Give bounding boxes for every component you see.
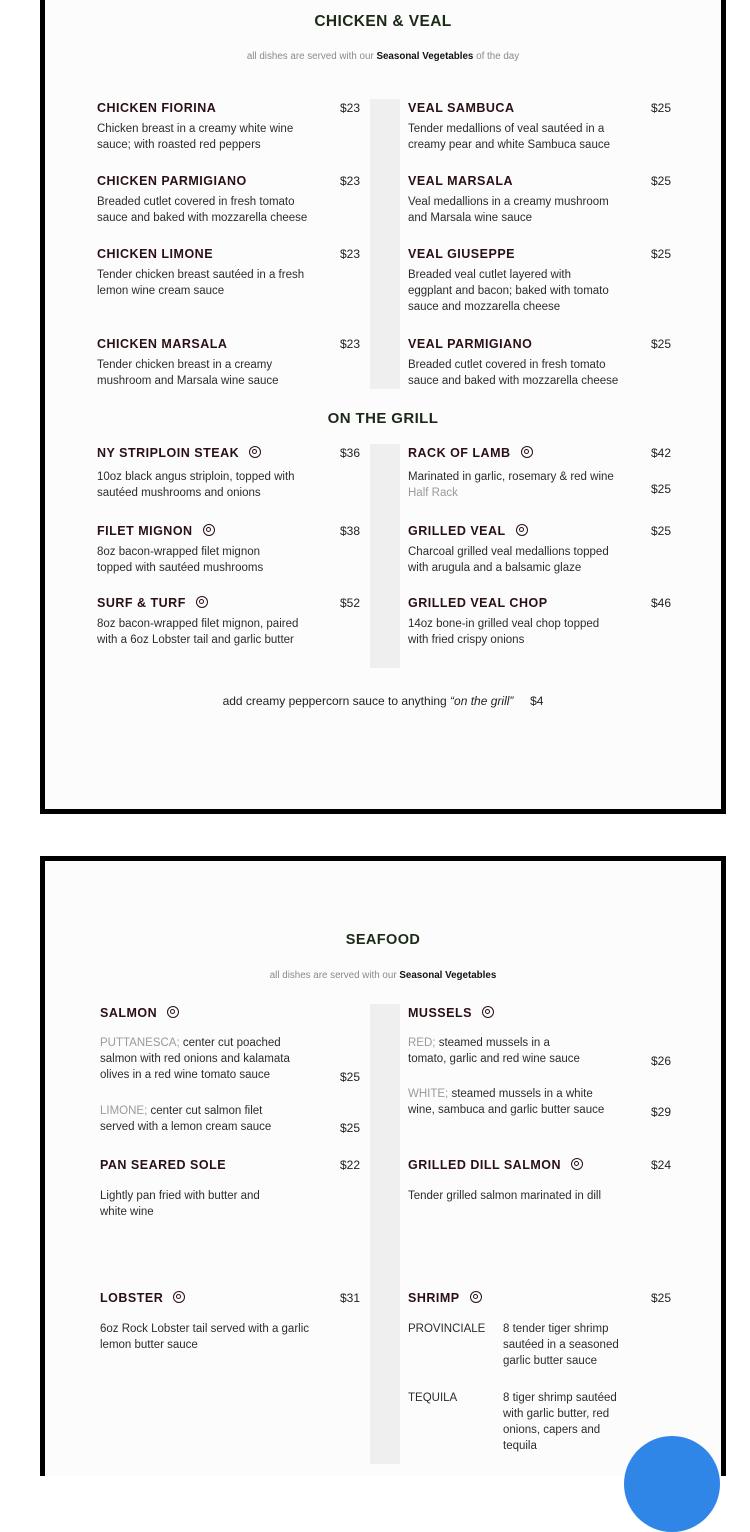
dish-price: $26: [651, 1054, 672, 1068]
dish-price: $25: [651, 337, 672, 351]
dish-description: Breaded veal cutlet layered with eggplant and bacon; baked with tomato sauce and mozzarella cheese: [408, 269, 609, 313]
dish-description: Marinated in garlic, rosemary & red wine Half Rack: [408, 471, 614, 499]
dish-description: Tender chicken breast sautéed in a fresh lemon wine cream sauce: [97, 269, 305, 297]
gluten-free-icon: [173, 1291, 185, 1303]
mussels-option-red: RED; steamed mussels in a tomato, garlic and red wine sauce: [408, 1037, 580, 1065]
section-title-seafood: SEAFOOD: [345, 932, 421, 948]
dish-name: CHICKEN FIORINA: [97, 101, 217, 115]
dish-name: CHICKEN MARSALA: [97, 337, 228, 351]
section-title-chicken-veal: CHICKEN & VEAL: [314, 13, 452, 30]
shrimp-option-description: 8 tiger shrimp sautéed with garlic butter, red onions, capers and tequila: [503, 1392, 617, 1452]
gluten-free-icon: [249, 446, 261, 458]
menu-page-seafood: [40, 856, 726, 1476]
gluten-free-icon: [196, 596, 208, 608]
dish-name: CHICKEN PARMIGIANO: [97, 174, 247, 188]
dish-description: Tender grilled salmon marinated in dill: [408, 1190, 602, 1202]
dish-name: NY STRIPLOIN STEAK: [97, 446, 261, 460]
dish-description: 6oz Rock Lobster tail served with a garlic lemon butter sauce: [100, 1323, 310, 1351]
dish-description: 8oz bacon-wrapped filet mignon topped with sautéed mushrooms: [97, 546, 264, 574]
dish-description: Breaded cutlet covered in fresh tomato sauce and baked with mozzarella cheese: [97, 196, 308, 224]
dish-price: $36: [340, 446, 361, 460]
dish-description: Breaded cutlet covered in fresh tomato sauce and baked with mozzarella cheese: [408, 359, 619, 387]
dish-name: VEAL GIUSEPPE: [408, 247, 515, 261]
dish-name: CHICKEN LIMONE: [97, 247, 214, 261]
dish-price: $23: [340, 101, 361, 115]
dish-price: $23: [340, 174, 361, 188]
dish-price: $31: [340, 1291, 361, 1305]
dish-price: $52: [340, 596, 361, 610]
gluten-free-icon: [521, 446, 533, 458]
dish-description: Charcoal grilled veal medallions topped with arugula and a balsamic glaze: [408, 546, 609, 574]
center-divider-strip: [370, 1004, 400, 1464]
grill-addon-note: add creamy peppercorn sauce to anything “on the grill” $4: [222, 694, 544, 708]
dish-description: Chicken breast in a creamy white wine sauce; with roasted red peppers: [97, 123, 294, 151]
dish-price: $25: [340, 1070, 361, 1084]
section-subtitle: all dishes are served with our Seasonal Vegetables of the day: [246, 51, 520, 62]
dish-name: MUSSELS: [408, 1006, 494, 1020]
dish-name: SALMON: [100, 1006, 179, 1020]
dish-description: 14oz bone-in grilled veal chop topped with fried crispy onions: [408, 618, 600, 646]
dish-price: $23: [340, 337, 361, 351]
dish-description: Tender medallions of veal sautéed in a creamy pear and white Sambuca sauce: [408, 123, 610, 151]
salmon-option-limone: LIMONE; center cut salmon filet served with a lemon cream sauce: [100, 1105, 272, 1133]
half-rack-price: $25: [651, 482, 672, 496]
section-title-grill: ON THE GRILL: [327, 410, 439, 427]
dish-price: $22: [340, 1158, 361, 1172]
dish-price: $25: [651, 1291, 672, 1305]
gluten-free-icon: [571, 1158, 583, 1170]
dish-name: PAN SEARED SOLE: [100, 1158, 227, 1172]
mussels-option-white: WHITE; steamed mussels in a white wine, sambuca and garlic butter sauce: [408, 1088, 605, 1116]
shrimp-option-label: TEQUILA: [408, 1392, 458, 1404]
dish-name: VEAL SAMBUCA: [408, 101, 515, 115]
dish-description: Lightly pan fried with butter and white wine: [100, 1190, 260, 1218]
dish-name: SURF & TURF: [97, 596, 208, 610]
dish-price: $29: [651, 1105, 672, 1119]
dish-price: $23: [340, 247, 361, 261]
shrimp-option-label: PROVINCIALE: [408, 1323, 486, 1335]
dish-name: FILET MIGNON: [97, 524, 215, 538]
dish-price: $24: [651, 1158, 672, 1172]
dish-description: Tender chicken breast in a creamy mushroom and Marsala wine sauce: [97, 359, 279, 387]
dish-name: GRILLED VEAL CHOP: [408, 596, 548, 610]
dish-price: $25: [651, 174, 672, 188]
dish-name: SHRIMP: [408, 1291, 482, 1305]
center-divider-strip-grill: [370, 444, 400, 668]
dish-name: RACK OF LAMB: [408, 446, 533, 460]
dish-description: 10oz black angus striploin, topped with sautéed mushrooms and onions: [97, 471, 295, 499]
dish-name: VEAL MARSALA: [408, 174, 514, 188]
dish-description: Veal medallions in a creamy mushroom and Marsala wine sauce: [408, 196, 609, 224]
section-subtitle: all dishes are served with our Seasonal Vegetables: [269, 970, 497, 981]
gluten-free-icon: [516, 524, 528, 536]
gluten-free-icon: [203, 524, 215, 536]
shrimp-option-description: 8 tender tiger shrimp sautéed in a seasoned garlic butter sauce: [503, 1323, 619, 1367]
dish-price: $25: [651, 524, 672, 538]
dish-price: $25: [340, 1121, 361, 1135]
salmon-option-puttanesca: PUTTANESCA; center cut poached salmon with red onions and kalamata olives in a red wine tomato sauce: [100, 1037, 290, 1081]
floating-action-button[interactable]: [624, 1436, 720, 1532]
dish-name: LOBSTER: [100, 1291, 185, 1305]
dish-name: GRILLED DILL SALMON: [408, 1158, 583, 1172]
gluten-free-icon: [167, 1006, 179, 1018]
dish-price: $38: [340, 524, 361, 538]
center-divider-strip: [370, 99, 400, 389]
dish-price: $46: [651, 596, 672, 610]
dish-price: $25: [651, 101, 672, 115]
menu-page-chicken-veal-grill: [40, 0, 726, 814]
dish-description: 8oz bacon-wrapped filet mignon, paired with a 6oz Lobster tail and garlic butter: [97, 618, 299, 646]
dish-name: VEAL PARMIGIANO: [408, 337, 533, 351]
dish-name: GRILLED VEAL: [408, 524, 528, 538]
dish-price: $25: [651, 247, 672, 261]
gluten-free-icon: [470, 1291, 482, 1303]
dish-price: $42: [651, 446, 672, 460]
gluten-free-icon: [482, 1006, 494, 1018]
